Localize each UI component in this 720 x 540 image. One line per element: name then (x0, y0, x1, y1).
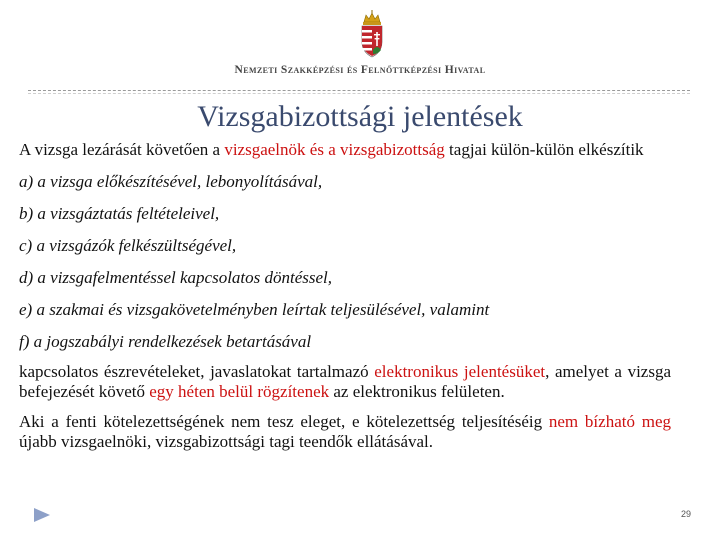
hungarian-coat-of-arms-icon (356, 10, 388, 60)
list-item: b) a vizsgáztatás feltételeivel, (19, 204, 220, 223)
report-text-end: az elektronikus felületen. (329, 382, 505, 401)
slide-title: Vizsgabizottsági jelentések (197, 100, 523, 133)
sanction-highlight: nem bízható meg (548, 412, 672, 431)
intro-text: A vizsga lezárását követően a (19, 140, 225, 159)
report-paragraph (19, 362, 671, 402)
next-slide-arrow-icon[interactable] (30, 506, 54, 524)
list-item: d) a vizsgafelmentéssel kapcsolatos döntéssel, (19, 268, 333, 287)
sanction-text: Aki a fenti kötelezettségének nem tesz eleget, e kötelezettség teljesítéséig (19, 412, 549, 431)
page-number: 29 (680, 509, 691, 519)
report-highlight-electronic: elektronikus jelentésüket (374, 362, 546, 381)
report-text: kapcsolatos észrevételeket, javaslatokat tartalmazó (19, 362, 375, 381)
agency-name: Nemzeti Szakképzési és Felnőttképzési Hivatal (234, 64, 486, 76)
slide-content (19, 140, 671, 452)
list-item: f) a jogszabályi rendelkezések betartásával (19, 332, 312, 351)
intro-text-end: tagjai külön-külön elkészítik (444, 140, 644, 159)
report-text-mid: , amelyet a vizsga befejezését követő (19, 362, 672, 401)
sanction-text-end: újabb vizsgaelnöki, vizsgabizottsági tagi teendők ellátásával. (19, 432, 434, 451)
list-item: c) a vizsgázók felkészültségével, (19, 236, 237, 255)
list-item: e) a szakmai és vizsgakövetelményben leírtak teljesülésével, valamint (19, 300, 490, 319)
intro-paragraph (19, 140, 671, 160)
intro-highlight: vizsgaelnök és a vizsgabizottság (224, 140, 445, 159)
report-highlight-deadline: egy héten belül rögzítenek (149, 382, 330, 401)
sanction-paragraph (19, 412, 671, 452)
header-divider-secondary (28, 93, 690, 94)
list-item: a) a vizsga előkészítésével, lebonyolításával, (19, 172, 323, 191)
header-divider (28, 90, 690, 91)
